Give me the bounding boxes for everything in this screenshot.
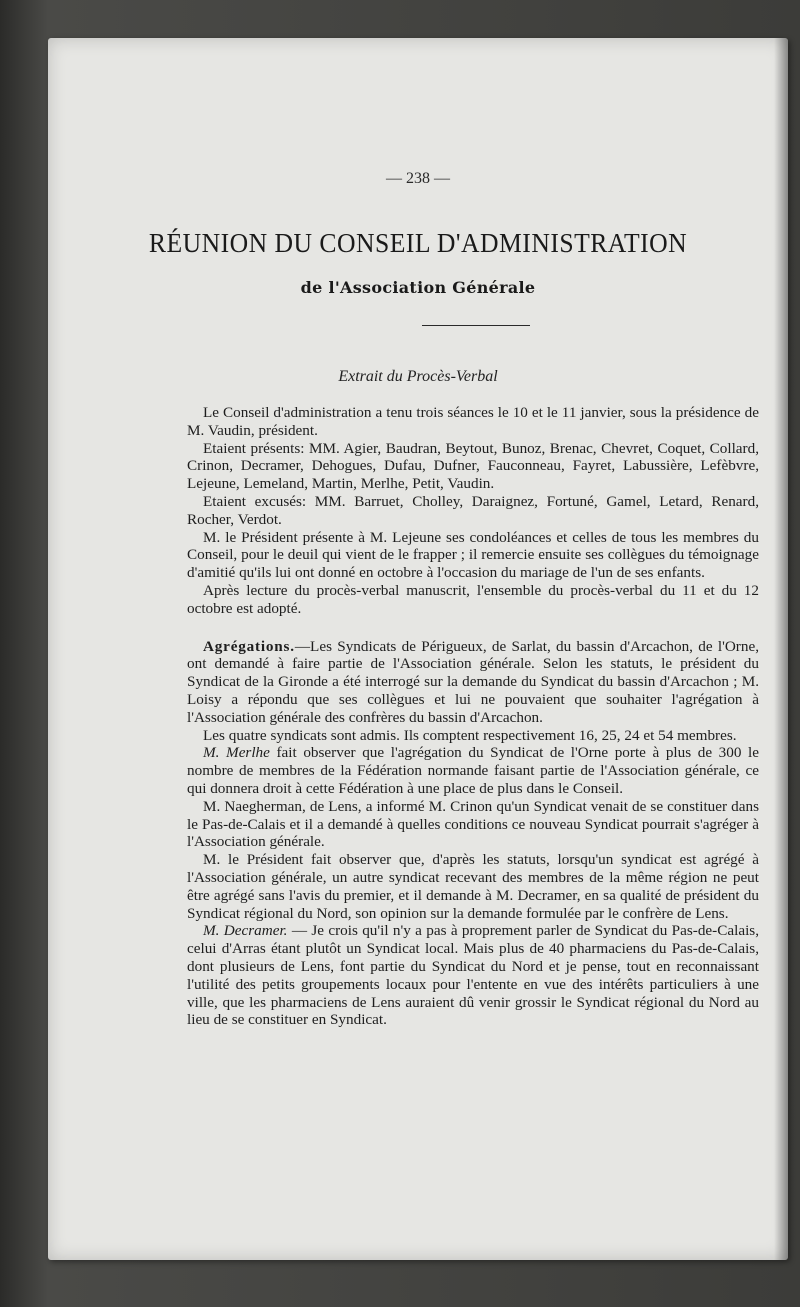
document-page	[48, 38, 788, 1260]
page-subtitle: de l'Association Générale	[300, 278, 536, 297]
paragraph-decramer	[187, 922, 759, 1029]
paragraph-minutes-adopted: Après lecture du procès-verbal manuscrit, l'ensemble du procès-verbal du 11 et du 12 octobre est adopté.	[187, 581, 759, 617]
speaker-decramer: M. Decramer.	[203, 922, 288, 940]
paragraph-aggregations	[187, 638, 759, 727]
page-title: RÉUNION DU CONSEIL D'ADMINISTRATION	[148, 228, 688, 258]
paragraph-naegherman: M. Naegherman, de Lens, a informé M. Crinon qu'un Syndicat venait de se constituer dans le Pas-de-Calais et il a demandé à quelles conditions ce nouveau Syndicat pourrait s'agréger à l'Association générale.	[187, 797, 759, 851]
title-divider	[422, 325, 530, 326]
section-heading: Extrait du Procès-Verbal	[338, 368, 498, 385]
paragraph-president-statutes: M. le Président fait observer que, d'après les statuts, lorsqu'un syndicat est agrégé à l'Association générale, un autre syndicat recevant des membres de la même région ne peut être agrégé sans l'avis du premier, et il demande à M. Decramer, en sa qualité de président du Syndicat régional du Nord, son opinion sur la demande formulée par le confrère de Lens.	[187, 851, 759, 922]
page-number: — 238 —	[386, 170, 450, 187]
merlhe-text: fait observer que l'agrégation du Syndicat de l'Orne porte à plus de 300 le nombre de membres de la Fédération normande faisant partie de l'Association générale, ce qui donnera droit à cette Fédération à une place de plus dans le Conseil.	[187, 744, 759, 797]
paragraph-excused: Etaient excusés: MM. Barruet, Cholley, Daraignez, Fortuné, Gamel, Letard, Renard, Rocher, Verdot.	[187, 492, 759, 528]
paragraph-present: Etaient présents: MM. Agier, Baudran, Beytout, Bunoz, Brenac, Chevret, Coquet, Collard, Crinon, Decramer, Dehogues, Dufau, Dufner, Fauconneau, Fayret, Labussière, Lefèbvre, Lejeune, Lemeland, Martin, Merlhe, Petit, Vaudin.	[187, 439, 759, 493]
aggregations-text: —Les Syndicats de Périgueux, de Sarlat, du bassin d'Arcachon, de l'Orne, ont demandé à faire partie de l'Association générale. Selon les statuts, le président du Syndicat de la Gironde a été interrogé sur la demande du Syndicat du bassin d'Arcachon ; M. Loisy a répondu que ses collègues et lui ne pouvaient que souhaiter l'agrégation à l'Association générale des confrères du bassin d'Arcachon.	[187, 637, 759, 726]
paragraph-condolences: M. le Président présente à M. Lejeune ses condoléances et celles de tous les membres du Conseil, pour le deuil qui vient de le frapper ; il remercie ensuite ses collègues du témoignage d'amitié qu'ils lui ont donné en octobre à l'occasion du mariage de l'un de ses enfants.	[187, 528, 759, 582]
document-body	[187, 404, 759, 1029]
decramer-text: — Je crois qu'il n'y a pas à proprement parler de Syndicat du Pas-de-Calais, celui d'Arras étant plutôt un Syndicat local. Mais plus de 40 pharmaciens du Pas-de-Calais, dont plusieurs de Lens, font partie du Syndicat du Nord et je pense, tout en reconnaissant l'utilité des petits groupements locaux pour l'entente en vue des intérêts particuliers à une ville, que les pharmaciens de Lens auraient dû venir grossir le Syndicat régional du Nord au lieu de se constituer en Syndicat.	[187, 922, 759, 1029]
paragraph-opening: Le Conseil d'administration a tenu trois séances le 10 et le 11 janvier, sous la présidence de M. Vaudin, président.	[187, 404, 759, 439]
page-edge-shadow	[774, 38, 788, 1260]
speaker-merlhe: M. Merlhe	[203, 744, 270, 762]
paragraph-merlhe	[187, 744, 759, 797]
aggregations-heading: Agrégations.	[203, 637, 295, 655]
paragraph-admitted: Les quatre syndicats sont admis. Ils comptent respectivement 16, 25, 24 et 54 membres.	[203, 726, 737, 744]
